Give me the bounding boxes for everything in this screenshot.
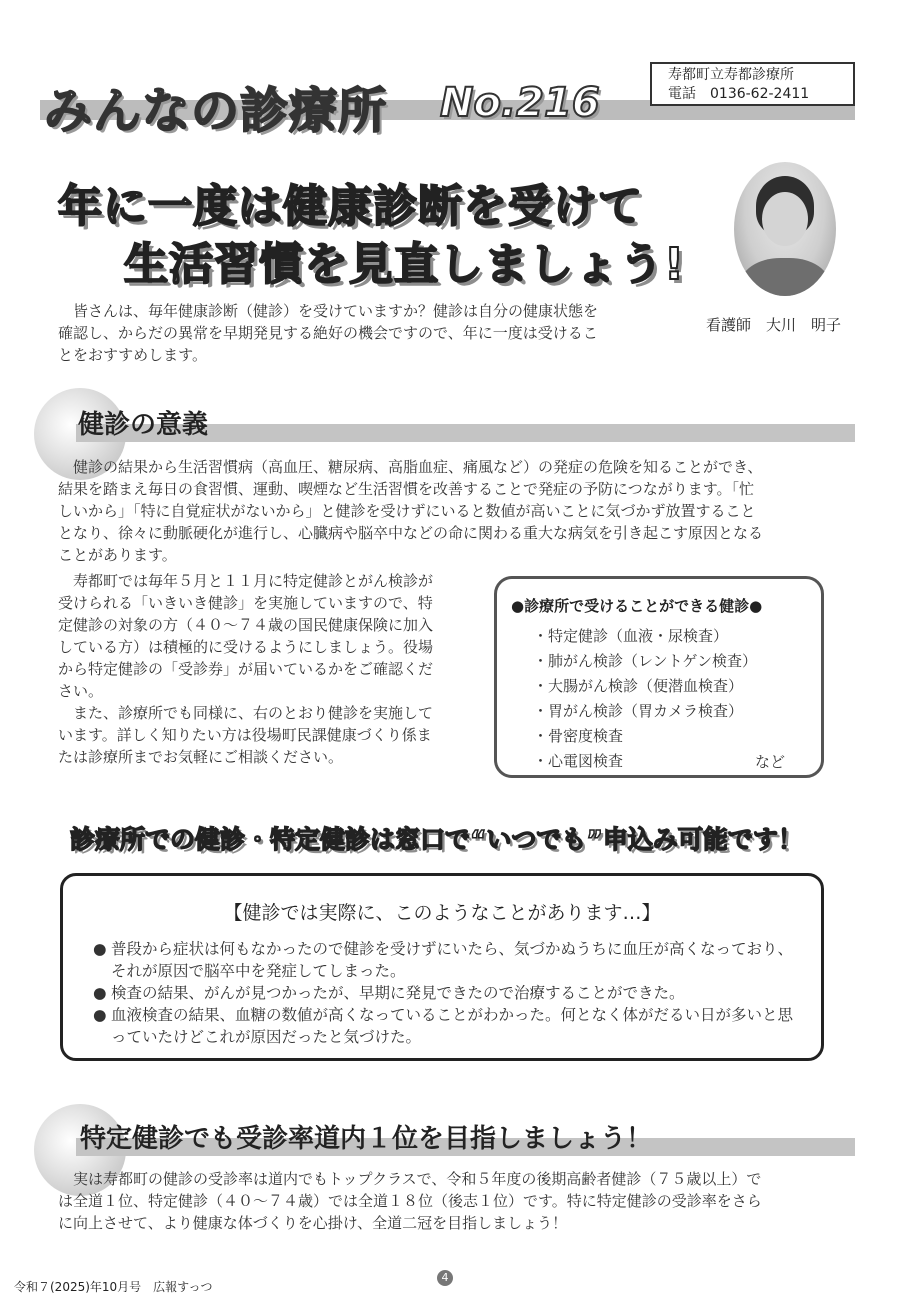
para-line: たは診療所までお気軽にご相談ください。 [58, 748, 344, 766]
section-2-paragraph [58, 1168, 848, 1234]
clinic-phone: 電話 0136-62-2411 [668, 86, 810, 102]
bullet-icon: ● [93, 1006, 107, 1024]
section-2-title: 特定健診でも受診率道内１位を目指しましょう！ [80, 1124, 653, 1154]
checkup-item: ・骨密度検査 [533, 727, 624, 745]
para-line: となり、徐々に動脈硬化が進行し、心臓病や脳卒中などの命に関わる重大な病気を引き起こす原因となる [58, 524, 764, 542]
headline-line-2: 生活習慣を見直しましょう! [124, 239, 686, 290]
para-line: している方）は積極的に受けるようにしましょう。役場 [58, 638, 434, 656]
example-text: 血液検査の結果、血糖の数値が高くなっていることがわかった。何となく体がだるい日が多いと思っていたけどこれが原因だったと気づけた。 [111, 1006, 794, 1046]
para-line: また、診療所でも同様に、右のとおり健診を実施して [73, 704, 434, 722]
para-line: 定健診の対象の方（４０～７４歳の国民健康保険に加入 [58, 616, 434, 634]
example-item [93, 938, 803, 982]
para-line: さい。 [58, 682, 104, 700]
checkup-item: ・大腸がん検診（便潜血検査） [533, 677, 744, 695]
issue-number: No.216 [440, 80, 600, 126]
para-line: います。詳しく知りたい方は役場町民課健康づくり係ま [58, 726, 432, 744]
checkup-item: ・特定健診（血液・尿検査） [533, 627, 729, 645]
checkup-item: ・肺がん検診（レントゲン検査） [533, 652, 758, 670]
example-text: 検査の結果、がんが見つかったが、早期に発見できたので治療することができた。 [111, 984, 685, 1002]
para-line: 実は寿都町の健診の受診率は道内でもトップクラスで、令和５年度の後期高齢者健診（７５歳以上）で [73, 1170, 762, 1188]
author-name: 看護師 大川 明子 [706, 316, 842, 334]
author-photo [734, 162, 836, 296]
section-1-paragraph-2 [58, 570, 483, 768]
checkup-suffix: など [755, 753, 786, 771]
intro-line: 皆さんは、毎年健康診断（健診）を受けていますか？健診は自分の健康状態を [73, 302, 599, 320]
footer-issue-date: 令和７(2025)年10月号 広報すっつ [14, 1280, 213, 1294]
apply-banner: 診療所での健診・特定健診は窓口で“いつでも”申込み可能です！ [70, 825, 803, 854]
para-line: は全道１位、特定健診（４０～７４歳）では全道１８位（後志１位）です。特に特定健診の受診率をさら [58, 1192, 762, 1210]
bullet-icon: ● [93, 940, 107, 958]
example-item [93, 1004, 803, 1048]
headline-line-1: 年に一度は健康診断を受けて [58, 181, 643, 232]
para-line: 寿都町では毎年５月と１１月に特定健診とがん検診が [73, 572, 434, 590]
checkup-list-box [494, 576, 824, 778]
series-title: みんなの診療所 [44, 83, 388, 139]
section-1-paragraph-1 [58, 456, 848, 566]
section-1-title: 健診の意義 [78, 410, 209, 440]
clinic-info-box [650, 62, 855, 106]
checkup-item: ・心電図検査 [533, 752, 624, 770]
para-line: 健診の結果から生活習慣病（高血圧、糖尿病、高脂血症、痛風など）の発症の危険を知ることができ、 [73, 458, 763, 476]
page-number: 4 [437, 1270, 453, 1286]
para-line: から特定健診の「受診券」が届いているかをご確認くだ [58, 660, 434, 678]
para-line: 受けられる「いきいき健診」を実施していますので、特 [58, 594, 433, 612]
examples-box [60, 873, 824, 1061]
intro-line: 確認し、からだの異常を早期発見する絶好の機会ですので、年に一度は受けるこ [58, 324, 598, 342]
intro-paragraph [58, 300, 678, 366]
checkup-list-title: ●診療所で受けることができる健診● [511, 597, 763, 615]
intro-line: とをおすすめします。 [58, 346, 207, 364]
para-line: に向上させて、より健康な体づくりを心掛け、全道二冠を目指しましょう！ [58, 1214, 568, 1232]
para-line: ことがあります。 [58, 546, 177, 564]
checkup-item: ・胃がん検診（胃カメラ検査） [533, 702, 744, 720]
example-item [93, 982, 803, 1004]
examples-title: 【健診では実際に、このようなことがあります…】 [223, 902, 661, 924]
para-line: しいから」「特に自覚症状がないから」と健診を受けずにいると数値が高いことに気づかず放置すること [58, 502, 756, 520]
clinic-name: 寿都町立寿都診療所 [668, 67, 794, 83]
bullet-icon: ● [93, 984, 107, 1002]
example-text: 普段から症状は何もなかったので健診を受けずにいたら、気づかぬうちに血圧が高くなっており、それが原因で脳卒中を発症してしまった。 [111, 940, 794, 980]
para-line: 結果を踏まえ毎日の食習慣、運動、喫煙など生活習慣を改善することで発症の予防につながります。「忙 [58, 480, 755, 498]
